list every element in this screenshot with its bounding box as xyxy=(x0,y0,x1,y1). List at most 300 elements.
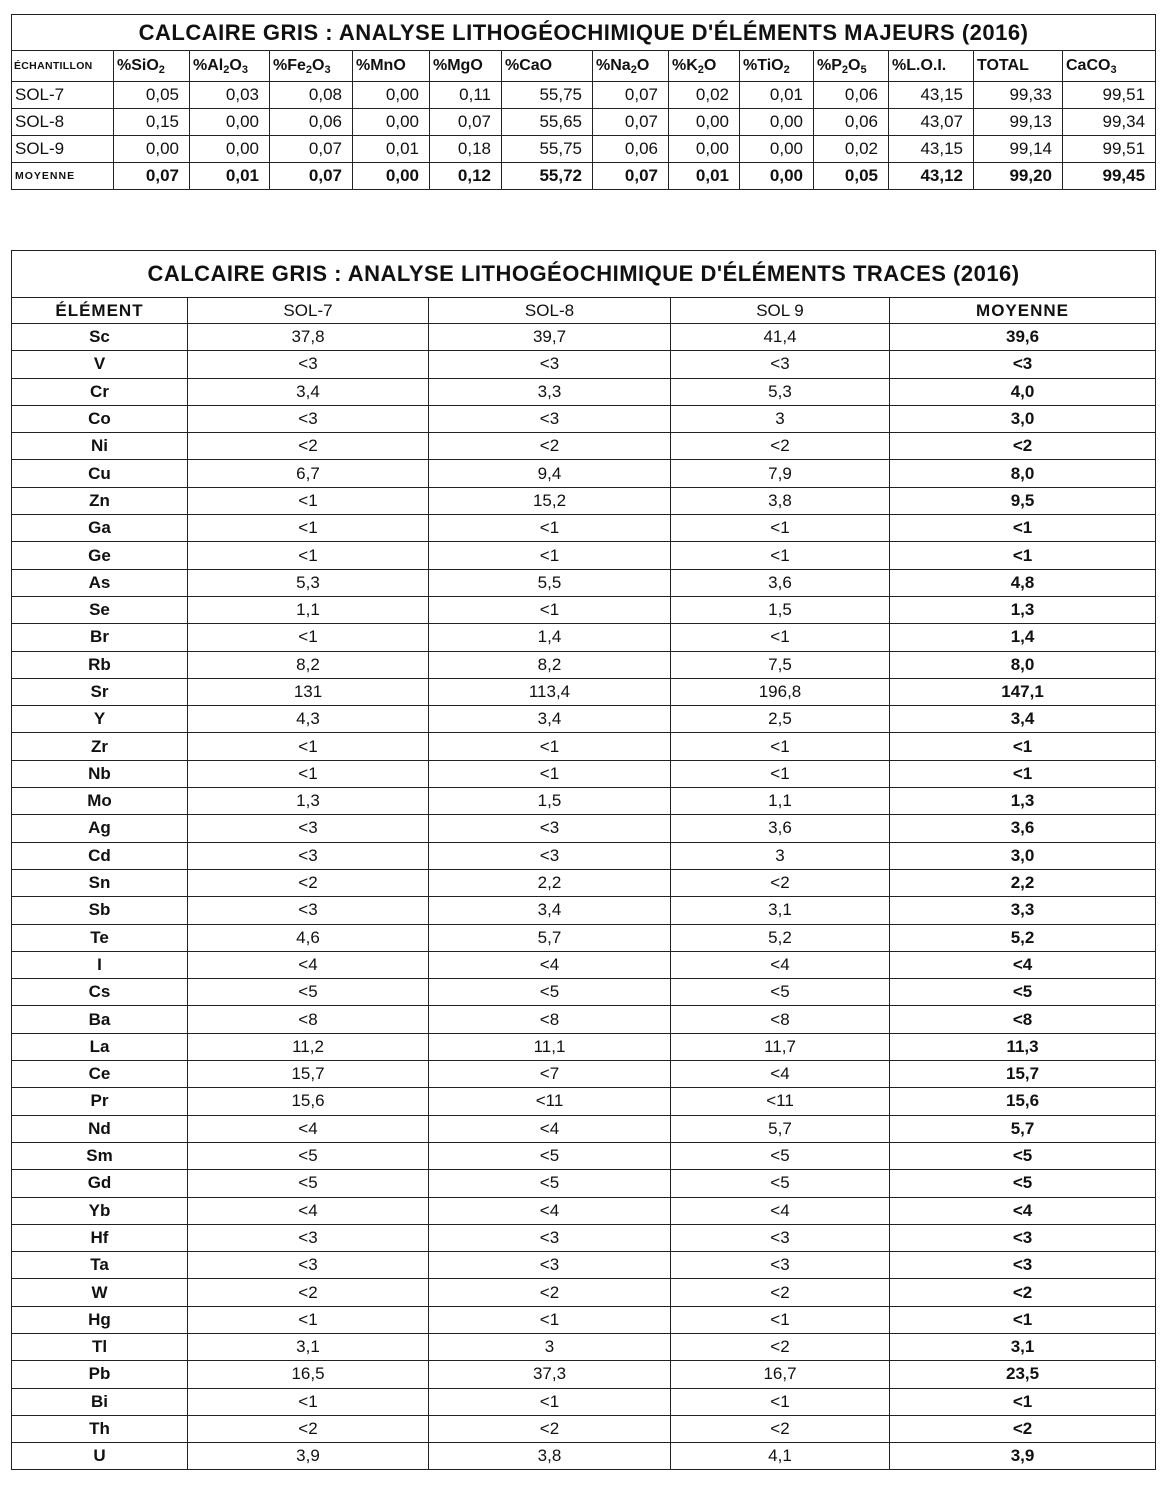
header-subscript: 3 xyxy=(241,64,248,76)
table-cell: 3,4 xyxy=(429,706,671,733)
mean-cell: 39,6 xyxy=(890,324,1156,351)
table-cell: 0,01 xyxy=(740,82,814,109)
table-cell: 9,4 xyxy=(429,460,671,487)
element-label: Te xyxy=(12,924,188,951)
table-cell: 0,00 xyxy=(669,136,740,163)
table-cell: 0,11 xyxy=(430,82,502,109)
table-cell: 99,14 xyxy=(974,136,1063,163)
element-label: Ce xyxy=(12,1061,188,1088)
table-cell: <3 xyxy=(429,1224,671,1251)
table-cell: <1 xyxy=(429,760,671,787)
element-label: Cr xyxy=(12,378,188,405)
table-row xyxy=(12,815,1156,842)
table-row xyxy=(12,1006,1156,1033)
table-cell: <11 xyxy=(429,1088,671,1115)
element-label: Tl xyxy=(12,1333,188,1360)
table-cell: <2 xyxy=(671,1333,890,1360)
table-cell: <2 xyxy=(188,869,429,896)
table-cell: 0,07 xyxy=(270,136,353,163)
table-cell: 43,15 xyxy=(889,82,974,109)
mean-cell: <1 xyxy=(890,1306,1156,1333)
element-label: U xyxy=(12,1443,188,1470)
table-cell: 3,6 xyxy=(671,569,890,596)
element-label: Gd xyxy=(12,1170,188,1197)
table-cell: <2 xyxy=(188,1279,429,1306)
element-label: Bi xyxy=(12,1388,188,1415)
table-cell: 15,6 xyxy=(188,1088,429,1115)
table-cell: <11 xyxy=(671,1088,890,1115)
table-cell: <3 xyxy=(188,351,429,378)
header-subscript: 2 xyxy=(697,64,704,76)
table-cell: 3,8 xyxy=(429,1443,671,1470)
table-row xyxy=(12,651,1156,678)
table-cell: <2 xyxy=(671,1415,890,1442)
table-row xyxy=(12,678,1156,705)
header-text: ÉCHANTILLON xyxy=(14,60,93,72)
table-cell: <1 xyxy=(671,515,890,542)
element-label: Br xyxy=(12,624,188,651)
header-text: O xyxy=(312,57,325,74)
table-cell: 99,51 xyxy=(1063,136,1156,163)
table-cell: <3 xyxy=(429,1252,671,1279)
traces-title: CALCAIRE GRIS : ANALYSE LITHOGÉOCHIMIQUE D'ÉLÉMENTS TRACES (2016) xyxy=(12,251,1156,298)
mean-cell: 11,3 xyxy=(890,1033,1156,1060)
table-cell: 0,00 xyxy=(190,136,270,163)
table-cell: 6,7 xyxy=(188,460,429,487)
mean-cell: 4,8 xyxy=(890,569,1156,596)
table-cell: 99,51 xyxy=(1063,82,1156,109)
mean-cell: 1,3 xyxy=(890,596,1156,623)
table-cell: 0,00 xyxy=(669,109,740,136)
table-cell: 15,2 xyxy=(429,487,671,514)
table-cell: <1 xyxy=(429,542,671,569)
element-label: V xyxy=(12,351,188,378)
table-cell: <4 xyxy=(429,951,671,978)
header-text: %MgO xyxy=(433,57,483,74)
table-cell: 5,5 xyxy=(429,569,671,596)
element-label: Sn xyxy=(12,869,188,896)
header-text: %Fe xyxy=(273,57,306,74)
table-cell: 8,2 xyxy=(188,651,429,678)
element-label: Sm xyxy=(12,1142,188,1169)
table-cell: <1 xyxy=(429,515,671,542)
majors-table xyxy=(11,14,1156,190)
table-cell: 1,4 xyxy=(429,624,671,651)
majors-col-header xyxy=(430,51,502,82)
mean-cell: <1 xyxy=(890,515,1156,542)
mean-cell: 15,6 xyxy=(890,1088,1156,1115)
header-text: %SiO xyxy=(117,57,159,74)
element-label: Zn xyxy=(12,487,188,514)
table-cell: 3,4 xyxy=(429,897,671,924)
table-cell: 11,2 xyxy=(188,1033,429,1060)
sample-label: SOL-9 xyxy=(12,136,114,163)
table-cell: 3 xyxy=(671,842,890,869)
table-row xyxy=(12,1033,1156,1060)
header-text: %Na xyxy=(596,57,631,74)
table-cell: 2,2 xyxy=(429,869,671,896)
mean-cell: <5 xyxy=(890,1170,1156,1197)
mean-cell: 1,3 xyxy=(890,788,1156,815)
table-cell: <5 xyxy=(188,979,429,1006)
table-cell: <1 xyxy=(188,1388,429,1415)
element-label: Ge xyxy=(12,542,188,569)
header-text: O xyxy=(848,57,861,74)
element-label: Yb xyxy=(12,1197,188,1224)
majors-col-header xyxy=(974,51,1063,82)
table-row xyxy=(12,109,1156,136)
table-cell: <5 xyxy=(671,979,890,1006)
traces-col-header: ÉLÉMENT xyxy=(12,298,188,324)
element-label: Mo xyxy=(12,788,188,815)
table-row xyxy=(12,979,1156,1006)
mean-cell: <1 xyxy=(890,542,1156,569)
table-cell: <2 xyxy=(188,433,429,460)
table-cell: <4 xyxy=(188,951,429,978)
table-cell: 131 xyxy=(188,678,429,705)
mean-cell: 0,05 xyxy=(814,163,889,190)
table-cell: 3 xyxy=(429,1333,671,1360)
mean-cell: 3,0 xyxy=(890,842,1156,869)
table-row xyxy=(12,1197,1156,1224)
mean-cell: 4,0 xyxy=(890,378,1156,405)
table-cell: <1 xyxy=(429,1388,671,1415)
table-row xyxy=(12,1415,1156,1442)
table-row xyxy=(12,1306,1156,1333)
table-cell: 113,4 xyxy=(429,678,671,705)
table-cell: 0,00 xyxy=(353,109,430,136)
table-cell: <1 xyxy=(188,487,429,514)
mean-cell: 23,5 xyxy=(890,1361,1156,1388)
table-cell: <2 xyxy=(188,1415,429,1442)
table-cell: <1 xyxy=(671,733,890,760)
table-cell: 37,3 xyxy=(429,1361,671,1388)
table-cell: 11,7 xyxy=(671,1033,890,1060)
table-row xyxy=(12,405,1156,432)
table-cell: 0,00 xyxy=(114,136,190,163)
table-cell: <1 xyxy=(188,542,429,569)
table-cell: <1 xyxy=(671,1306,890,1333)
mean-cell: 3,4 xyxy=(890,706,1156,733)
sample-label: SOL-8 xyxy=(12,109,114,136)
mean-row xyxy=(12,163,1156,190)
header-subscript: 3 xyxy=(1110,64,1117,76)
table-cell: 4,3 xyxy=(188,706,429,733)
table-cell: 2,5 xyxy=(671,706,890,733)
mean-cell: 3,1 xyxy=(890,1333,1156,1360)
table-cell: 16,7 xyxy=(671,1361,890,1388)
majors-title: CALCAIRE GRIS : ANALYSE LITHOGÉOCHIMIQUE D'ÉLÉMENTS MAJEURS (2016) xyxy=(12,15,1156,51)
table-cell: 7,9 xyxy=(671,460,890,487)
table-row xyxy=(12,378,1156,405)
table-row xyxy=(12,1142,1156,1169)
header-text: %L.O.I. xyxy=(892,57,947,74)
table-cell: 0,06 xyxy=(593,136,669,163)
element-label: Se xyxy=(12,596,188,623)
element-label: Nd xyxy=(12,1115,188,1142)
table-row xyxy=(12,624,1156,651)
mean-cell: <3 xyxy=(890,351,1156,378)
header-subscript: 2 xyxy=(223,64,230,76)
mean-cell: 5,7 xyxy=(890,1115,1156,1142)
traces-col-header: SOL-7 xyxy=(188,298,429,324)
table-row xyxy=(12,1115,1156,1142)
table-cell: <4 xyxy=(671,951,890,978)
header-text: %K xyxy=(672,57,698,74)
majors-col-header xyxy=(353,51,430,82)
table-cell: 0,18 xyxy=(430,136,502,163)
table-cell: 16,5 xyxy=(188,1361,429,1388)
table-cell: 0,06 xyxy=(270,109,353,136)
header-subscript: 5 xyxy=(860,64,867,76)
header-subscript: 2 xyxy=(841,64,849,76)
majors-col-header xyxy=(593,51,669,82)
table-row xyxy=(12,1333,1156,1360)
traces-col-header: SOL-8 xyxy=(429,298,671,324)
mean-cell: <1 xyxy=(890,760,1156,787)
majors-col-header xyxy=(889,51,974,82)
element-label: Th xyxy=(12,1415,188,1442)
table-cell: <8 xyxy=(671,1006,890,1033)
table-cell: 1,3 xyxy=(188,788,429,815)
majors-col-header xyxy=(114,51,190,82)
table-row xyxy=(12,1388,1156,1415)
mean-cell: <1 xyxy=(890,733,1156,760)
table-row xyxy=(12,1224,1156,1251)
table-cell: 0,15 xyxy=(114,109,190,136)
table-cell: <5 xyxy=(429,1170,671,1197)
table-cell: <4 xyxy=(671,1061,890,1088)
header-text: %Al xyxy=(193,57,224,74)
table-cell: 15,7 xyxy=(188,1061,429,1088)
majors-body xyxy=(12,82,1156,190)
table-cell: 0,02 xyxy=(669,82,740,109)
table-cell: 3,3 xyxy=(429,378,671,405)
table-row xyxy=(12,924,1156,951)
table-cell: 5,7 xyxy=(671,1115,890,1142)
element-label: W xyxy=(12,1279,188,1306)
table-cell: 196,8 xyxy=(671,678,890,705)
element-label: Ga xyxy=(12,515,188,542)
header-text: TOTAL xyxy=(977,57,1029,74)
mean-label: MOYENNE xyxy=(12,163,114,190)
table-cell: 43,07 xyxy=(889,109,974,136)
table-cell: <1 xyxy=(671,542,890,569)
mean-cell: 0,07 xyxy=(593,163,669,190)
sample-label: SOL-7 xyxy=(12,82,114,109)
mean-cell: 9,5 xyxy=(890,487,1156,514)
table-cell: <8 xyxy=(429,1006,671,1033)
header-subscript: 2 xyxy=(630,64,637,76)
table-cell: <5 xyxy=(188,1142,429,1169)
table-row xyxy=(12,433,1156,460)
mean-cell: 5,2 xyxy=(890,924,1156,951)
table-cell: <5 xyxy=(429,1142,671,1169)
table-cell: <8 xyxy=(188,1006,429,1033)
mean-cell: 0,00 xyxy=(740,163,814,190)
mean-cell: <8 xyxy=(890,1006,1156,1033)
table-cell: 3,9 xyxy=(188,1443,429,1470)
header-text: O xyxy=(636,57,650,74)
element-label: Sc xyxy=(12,324,188,351)
table-cell: <1 xyxy=(188,733,429,760)
header-text: %TiO xyxy=(743,57,784,74)
element-label: Sr xyxy=(12,678,188,705)
table-cell: <5 xyxy=(429,979,671,1006)
header-subscript: 2 xyxy=(783,64,790,76)
mean-cell: 15,7 xyxy=(890,1061,1156,1088)
table-row xyxy=(12,542,1156,569)
table-cell: 0,00 xyxy=(353,82,430,109)
header-text: O xyxy=(229,57,242,74)
table-row xyxy=(12,1252,1156,1279)
table-cell: <3 xyxy=(671,351,890,378)
table-cell: 0,00 xyxy=(190,109,270,136)
table-cell: <1 xyxy=(188,515,429,542)
mean-cell: <4 xyxy=(890,951,1156,978)
table-row xyxy=(12,706,1156,733)
table-cell: 4,1 xyxy=(671,1443,890,1470)
element-label: Co xyxy=(12,405,188,432)
mean-cell: 3,3 xyxy=(890,897,1156,924)
mean-cell: <5 xyxy=(890,979,1156,1006)
table-cell: 4,6 xyxy=(188,924,429,951)
header-text: %CaO xyxy=(505,57,553,74)
table-cell: 5,2 xyxy=(671,924,890,951)
element-label: As xyxy=(12,569,188,596)
table-cell: 0,06 xyxy=(814,82,889,109)
table-cell: 1,1 xyxy=(188,596,429,623)
table-row xyxy=(12,897,1156,924)
table-cell: <3 xyxy=(188,897,429,924)
table-row xyxy=(12,1170,1156,1197)
header-text: O xyxy=(703,57,717,74)
table-cell: <1 xyxy=(429,596,671,623)
mean-cell: 8,0 xyxy=(890,651,1156,678)
table-cell: <3 xyxy=(671,1224,890,1251)
table-cell: 39,7 xyxy=(429,324,671,351)
table-cell: 37,8 xyxy=(188,324,429,351)
header-subscript: 2 xyxy=(305,64,313,76)
element-label: Zr xyxy=(12,733,188,760)
table-row xyxy=(12,760,1156,787)
mean-cell: 0,01 xyxy=(669,163,740,190)
table-cell: 5,3 xyxy=(671,378,890,405)
table-cell: 1,1 xyxy=(671,788,890,815)
mean-cell: <3 xyxy=(890,1252,1156,1279)
mean-cell: 8,0 xyxy=(890,460,1156,487)
element-label: Hg xyxy=(12,1306,188,1333)
table-cell: 1,5 xyxy=(671,596,890,623)
table-cell: 0,00 xyxy=(740,136,814,163)
table-cell: <2 xyxy=(671,433,890,460)
element-label: Hf xyxy=(12,1224,188,1251)
table-cell: <1 xyxy=(671,760,890,787)
table-cell: <3 xyxy=(188,405,429,432)
element-label: Cs xyxy=(12,979,188,1006)
table-cell: <4 xyxy=(671,1197,890,1224)
table-cell: 0,08 xyxy=(270,82,353,109)
traces-table xyxy=(11,250,1156,1470)
header-text: %MnO xyxy=(356,57,406,74)
mean-cell: <2 xyxy=(890,433,1156,460)
table-cell: <4 xyxy=(188,1115,429,1142)
mean-cell: 99,20 xyxy=(974,163,1063,190)
mean-cell: 3,0 xyxy=(890,405,1156,432)
table-cell: <1 xyxy=(188,624,429,651)
element-label: I xyxy=(12,951,188,978)
table-cell: 3,8 xyxy=(671,487,890,514)
mean-cell: 0,12 xyxy=(430,163,502,190)
table-cell: 55,75 xyxy=(502,82,593,109)
mean-cell: <2 xyxy=(890,1279,1156,1306)
table-row xyxy=(12,136,1156,163)
traces-col-header: SOL 9 xyxy=(671,298,890,324)
table-cell: 0,03 xyxy=(190,82,270,109)
mean-cell: <3 xyxy=(890,1224,1156,1251)
table-cell: 0,02 xyxy=(814,136,889,163)
table-cell: 43,15 xyxy=(889,136,974,163)
table-cell: 5,7 xyxy=(429,924,671,951)
mean-cell: 99,45 xyxy=(1063,163,1156,190)
mean-cell: <1 xyxy=(890,1388,1156,1415)
table-row xyxy=(12,460,1156,487)
mean-cell: 43,12 xyxy=(889,163,974,190)
majors-col-header xyxy=(12,51,114,82)
table-cell: <3 xyxy=(429,842,671,869)
table-cell: 0,07 xyxy=(593,82,669,109)
element-label: Sb xyxy=(12,897,188,924)
table-cell: <1 xyxy=(429,1306,671,1333)
element-label: Ta xyxy=(12,1252,188,1279)
table-cell: 0,07 xyxy=(593,109,669,136)
traces-col-header: MOYENNE xyxy=(890,298,1156,324)
table-row xyxy=(12,351,1156,378)
majors-col-header xyxy=(669,51,740,82)
table-cell: 1,5 xyxy=(429,788,671,815)
table-row xyxy=(12,1088,1156,1115)
table-cell: <2 xyxy=(429,1415,671,1442)
table-cell: 0,00 xyxy=(740,109,814,136)
element-label: Ag xyxy=(12,815,188,842)
table-cell: <3 xyxy=(429,815,671,842)
table-cell: 3,6 xyxy=(671,815,890,842)
table-cell: <5 xyxy=(671,1170,890,1197)
table-cell: <3 xyxy=(671,1252,890,1279)
element-label: Rb xyxy=(12,651,188,678)
mean-cell: 147,1 xyxy=(890,678,1156,705)
table-cell: 0,07 xyxy=(430,109,502,136)
mean-cell: 3,6 xyxy=(890,815,1156,842)
majors-col-header xyxy=(814,51,889,82)
table-row xyxy=(12,569,1156,596)
table-cell: 99,34 xyxy=(1063,109,1156,136)
element-label: Ni xyxy=(12,433,188,460)
element-label: Ba xyxy=(12,1006,188,1033)
element-label: Y xyxy=(12,706,188,733)
table-cell: <3 xyxy=(188,1224,429,1251)
table-cell: <4 xyxy=(429,1197,671,1224)
header-subscript: 3 xyxy=(324,64,331,76)
majors-col-header xyxy=(1063,51,1156,82)
mean-cell: <5 xyxy=(890,1142,1156,1169)
table-cell: 3,1 xyxy=(671,897,890,924)
element-label: La xyxy=(12,1033,188,1060)
table-cell: <1 xyxy=(671,1388,890,1415)
table-cell: <4 xyxy=(188,1197,429,1224)
table-cell: 99,13 xyxy=(974,109,1063,136)
majors-col-header xyxy=(502,51,593,82)
